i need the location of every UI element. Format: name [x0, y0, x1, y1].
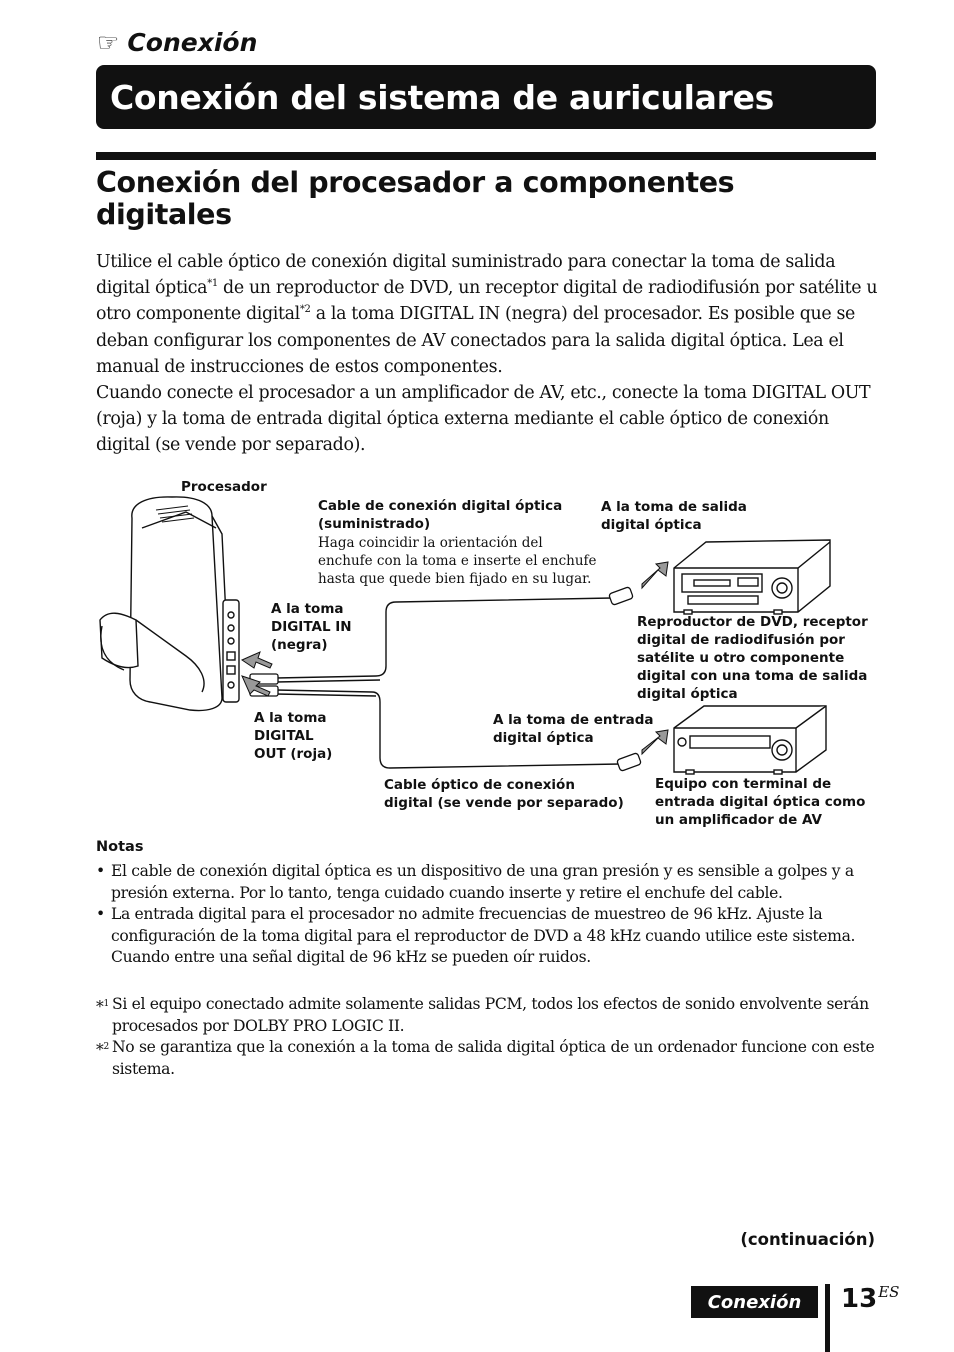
- label-cable-note-2: enchufe con la toma e inserte el enchufe: [318, 553, 597, 569]
- label-dvd-2: digital de radiodifusión por: [637, 632, 845, 648]
- page-language-suffix: ES: [878, 1283, 900, 1301]
- label-to-output-jack-1: A la toma de salida: [601, 499, 747, 515]
- label-digital-in-3: (negra): [271, 637, 328, 653]
- processor-illustration: [100, 497, 239, 711]
- label-processor: Procesador: [181, 479, 267, 495]
- intro-paragraph-1: [96, 249, 886, 380]
- footnote-ref-2: *2: [299, 304, 311, 316]
- footnote-mark-1: [96, 994, 109, 1019]
- label-amp-1: Equipo con terminal de: [655, 776, 832, 792]
- page-title: Conexión del sistema de auriculares: [110, 77, 774, 117]
- footnote-text: Si el equipo conectado admite solamente salidas PCM, todos los efectos de sonido envolvente serán procesados por DOLBY PRO LOGIC II.: [112, 995, 869, 1035]
- label-cable-sold-1: Cable óptico de conexión: [384, 777, 575, 793]
- intro-p1-part-a: Utilice el cable óptico de conexión digital suministrado para conectar la toma de salida digital óptica: [96, 252, 836, 299]
- intro-p1-part-c: a la toma DIGITAL IN (negra) del procesador. Es posible que se deban configurar los componentes de AV conectados para la salida digital óptica. Lea el manual de instrucciones de estos componentes.: [96, 304, 856, 377]
- pointing-hand-icon: ☞: [97, 28, 120, 57]
- footnote-ref-1: *1: [207, 278, 218, 290]
- notes-heading: Notas: [96, 839, 144, 855]
- label-amp-3: un amplificador de AV: [655, 812, 822, 828]
- section-rule: [96, 152, 876, 160]
- label-input-jack-1: A la toma de entrada: [493, 712, 654, 728]
- footnote-number: 2: [103, 1042, 109, 1052]
- page-number-value: 13: [841, 1284, 878, 1314]
- intro-p1-part-b: de un reproductor de DVD, un receptor digital de radiodifusión por satélite u otro componente digital: [96, 278, 878, 325]
- footer-section-tab: Conexión: [691, 1286, 818, 1318]
- intro-text: [96, 249, 886, 459]
- label-dvd-1: Reproductor de DVD, receptor: [637, 614, 868, 630]
- label-digital-out-1: A la toma: [254, 710, 327, 726]
- footnote-2: [96, 1037, 886, 1080]
- label-dvd-4: digital con una toma de salida: [637, 668, 868, 684]
- section-label: Conexión: [127, 28, 258, 57]
- dvd-receiver-illustration: [674, 540, 830, 614]
- label-amp-2: entrada digital óptica como: [655, 794, 866, 810]
- label-cable-supplied-1: Cable de conexión digital óptica: [318, 498, 563, 514]
- footnote-number: 1: [103, 999, 109, 1009]
- page-divider: [825, 1284, 830, 1352]
- footnotes: [96, 994, 886, 1080]
- section-tag: [97, 28, 257, 57]
- label-cable-note-1: Haga coincidir la orientación del: [318, 535, 543, 551]
- section-subtitle: Conexión del procesador a componentes digitales: [96, 166, 735, 231]
- footnote-star: *: [96, 998, 104, 1017]
- label-digital-out-3: OUT (roja): [254, 746, 333, 762]
- title-bar: [96, 65, 876, 129]
- connection-diagram: [90, 470, 890, 840]
- label-input-jack-2: digital óptica: [493, 730, 594, 746]
- label-dvd-3: satélite u otro componente: [637, 650, 845, 666]
- intro-paragraph-2: Cuando conecte el procesador a un amplificador de AV, etc., conecte la toma DIGITAL OUT (roja) y la toma de entrada digital óptica externa mediante el cable óptico de conexión digital (se vende por separado).: [96, 383, 871, 456]
- label-dvd-5: digital óptica: [637, 686, 738, 702]
- page-number: [841, 1283, 899, 1314]
- footnote-1: [96, 994, 886, 1037]
- label-cable-supplied-2: (suministrado): [318, 516, 431, 532]
- label-cable-note-3: hasta que quede bien fijado en su lugar.: [318, 571, 592, 587]
- av-amplifier-illustration: [674, 706, 826, 774]
- continued-label: (continuación): [740, 1230, 875, 1249]
- note-item: • La entrada digital para el procesador no admite frecuencias de muestreo de 96 kHz. Ajuste la configuración de la toma digital para el reproductor de DVD a 48 kHz cuando utilice este sistema. Cuando entre una señal digital de 96 kHz se pueden oír ruidos.: [96, 904, 886, 969]
- notes-list: [96, 861, 886, 969]
- label-digital-in-2: DIGITAL IN: [271, 619, 352, 635]
- note-item: • El cable de conexión digital óptica es un dispositivo de una gran presión y es sensible a golpes y a presión externa. Por lo tanto, tenga cuidado cuando inserte y retire el enchufe del cable.: [96, 861, 886, 904]
- label-cable-sold-2: digital (se vende por separado): [384, 795, 624, 811]
- label-to-output-jack-2: digital óptica: [601, 517, 702, 533]
- label-digital-out-2: DIGITAL: [254, 728, 314, 744]
- footnote-text: No se garantiza que la conexión a la toma de salida digital óptica de un ordenador funcione con este sistema.: [112, 1038, 875, 1078]
- footnote-mark-2: [96, 1037, 109, 1062]
- footnote-star: *: [96, 1041, 104, 1060]
- label-digital-in-1: A la toma: [271, 601, 344, 617]
